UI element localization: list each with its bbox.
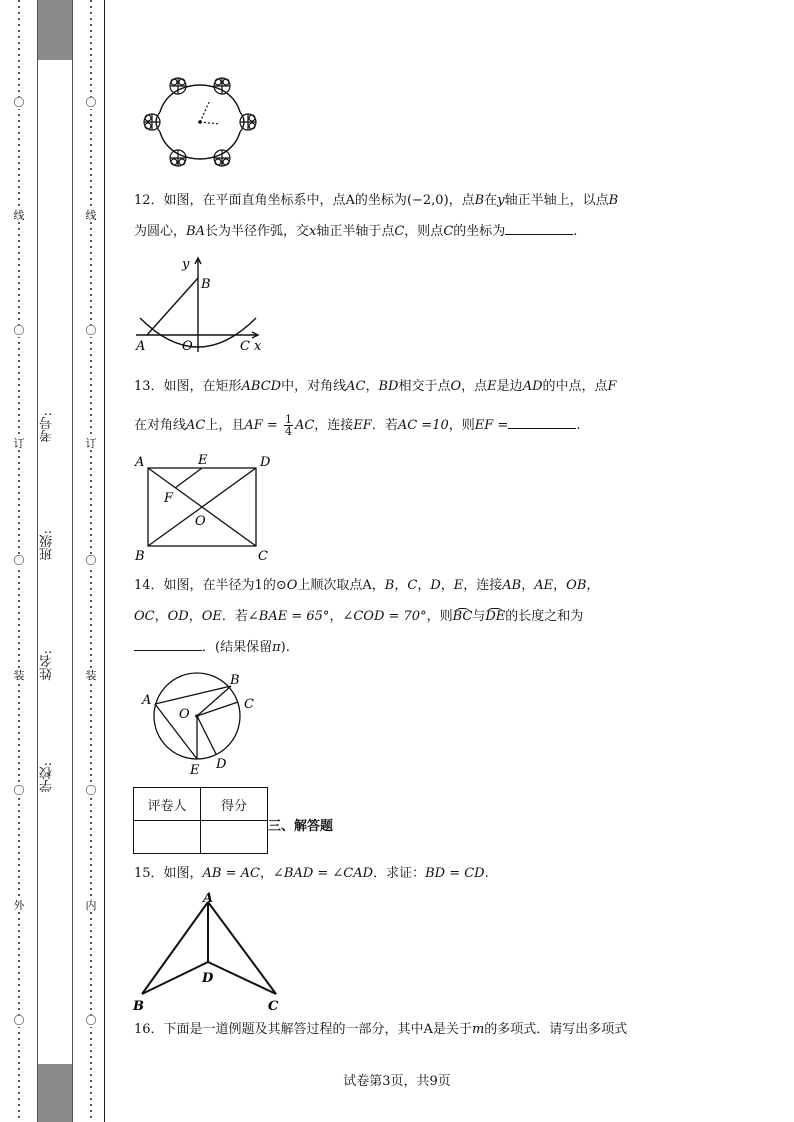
fig-label: x <box>254 339 262 354</box>
fig-label: O <box>195 514 206 529</box>
q12-line1: 12．如图，在平面直角坐标系中，点A的坐标为(−2,0)，点B在y轴正半轴上，以点B <box>134 193 619 208</box>
fig-label: B <box>230 673 240 688</box>
fig-label: C <box>240 339 250 354</box>
fig-label: A <box>135 455 145 470</box>
knot-ornament-figure <box>138 72 262 172</box>
dashed-guides <box>200 100 220 124</box>
q13-line2: 在对角线AC上，且AF = $\frac{1}{4}$ AC，连接EF．若AC =10，则EF = . <box>134 413 581 438</box>
info-strip <box>37 0 73 1122</box>
fig-label: C <box>268 999 279 1014</box>
fig-label: B <box>201 277 211 292</box>
q15-figure <box>130 890 290 1014</box>
circle-mark: 〇 <box>81 1015 101 1027</box>
fig-label: D <box>260 455 271 470</box>
q14-line3: ．(结果保留π). <box>134 638 290 658</box>
inner-marks <box>81 0 101 1122</box>
fraction: $\frac{1}{4}$ <box>284 413 292 438</box>
section-heading: 三、解答题 <box>268 819 334 834</box>
q14-line2: OC，OD，OE．若∠BAE = 65°，∠COD = 70°，则BC与DE的长度之和为 <box>134 609 584 624</box>
fig-label: E <box>190 763 200 778</box>
school-label: 学校: <box>40 762 55 793</box>
exam-number-label: 考号: <box>40 412 55 443</box>
circle-mark: 〇 <box>9 555 29 567</box>
fig-label: A <box>142 693 152 708</box>
circle-mark: 〇 <box>81 785 101 797</box>
circle-mark: 〇 <box>9 97 29 109</box>
q13-figure <box>132 450 282 564</box>
line-mark: 线 <box>9 210 29 222</box>
q12-line2: 为圆心，BA长为半径作弧，交x轴正半轴于点C，则点C的坐标为 . <box>134 224 578 239</box>
circle-mark: 〇 <box>81 555 101 567</box>
q13-line1: 13．如图，在矩形ABCD中，对角线AC，BD相交于点O，点E是边AD的中点，点F <box>134 379 617 394</box>
fig-label: B <box>133 999 144 1014</box>
fig-label: E <box>198 453 208 468</box>
circle-mark: 〇 <box>81 97 101 109</box>
score-cell[interactable] <box>201 821 268 854</box>
fig-label: y <box>182 257 190 272</box>
fig-label: A <box>136 339 146 354</box>
class-label: 班级: <box>40 530 55 561</box>
circle-mark: 〇 <box>9 325 29 337</box>
q15-line: 15．如图，AB = AC，∠BAD = ∠CAD．求证：BD = CD. <box>134 866 489 881</box>
answer-blank[interactable] <box>508 416 576 429</box>
grader-cell[interactable] <box>134 821 201 854</box>
nei-mark: 内 <box>81 900 101 912</box>
fig-label: D <box>202 971 214 986</box>
page-footer: 试卷第3页，共9页 <box>343 1074 451 1089</box>
fig-label: C <box>258 549 268 564</box>
q14-line1: 14．如图，在半径为1的⊙O上顺次取点A，B，C，D，E，连接AB，AE，OB， <box>134 578 600 593</box>
strip-gray-top <box>38 0 72 60</box>
outer-marks <box>9 0 29 1122</box>
wai-mark: 外 <box>9 900 29 912</box>
margin-rule <box>104 0 105 1122</box>
ding-mark: 订 <box>9 438 29 450</box>
grader-header: 评卷人 <box>134 788 201 821</box>
fig-label: D <box>216 757 227 772</box>
zhuang-mark: 装 <box>81 670 101 682</box>
fig-label: F <box>164 491 174 506</box>
fig-label: A <box>203 891 214 906</box>
answer-blank[interactable] <box>134 638 202 651</box>
q14-figure <box>138 668 268 778</box>
q12-figure <box>132 252 272 356</box>
circle-mark: 〇 <box>9 1015 29 1027</box>
score-table <box>133 787 268 854</box>
fig-label: O <box>179 707 190 722</box>
zhuang-mark: 装 <box>9 670 29 682</box>
circle-mark: 〇 <box>9 785 29 797</box>
ding-mark: 订 <box>81 438 101 450</box>
circle-mark: 〇 <box>81 325 101 337</box>
fig-label: O <box>182 339 193 354</box>
line-mark: 线 <box>81 210 101 222</box>
score-header: 得分 <box>201 788 268 821</box>
fig-label: C <box>244 697 254 712</box>
answer-blank[interactable] <box>505 222 573 235</box>
fig-label: B <box>135 549 145 564</box>
q16-line: 16．下面是一道例题及其解答过程的一部分，其中A是关于m的多项式．请写出多项式 <box>134 1022 628 1037</box>
name-label: 姓名: <box>40 650 55 681</box>
